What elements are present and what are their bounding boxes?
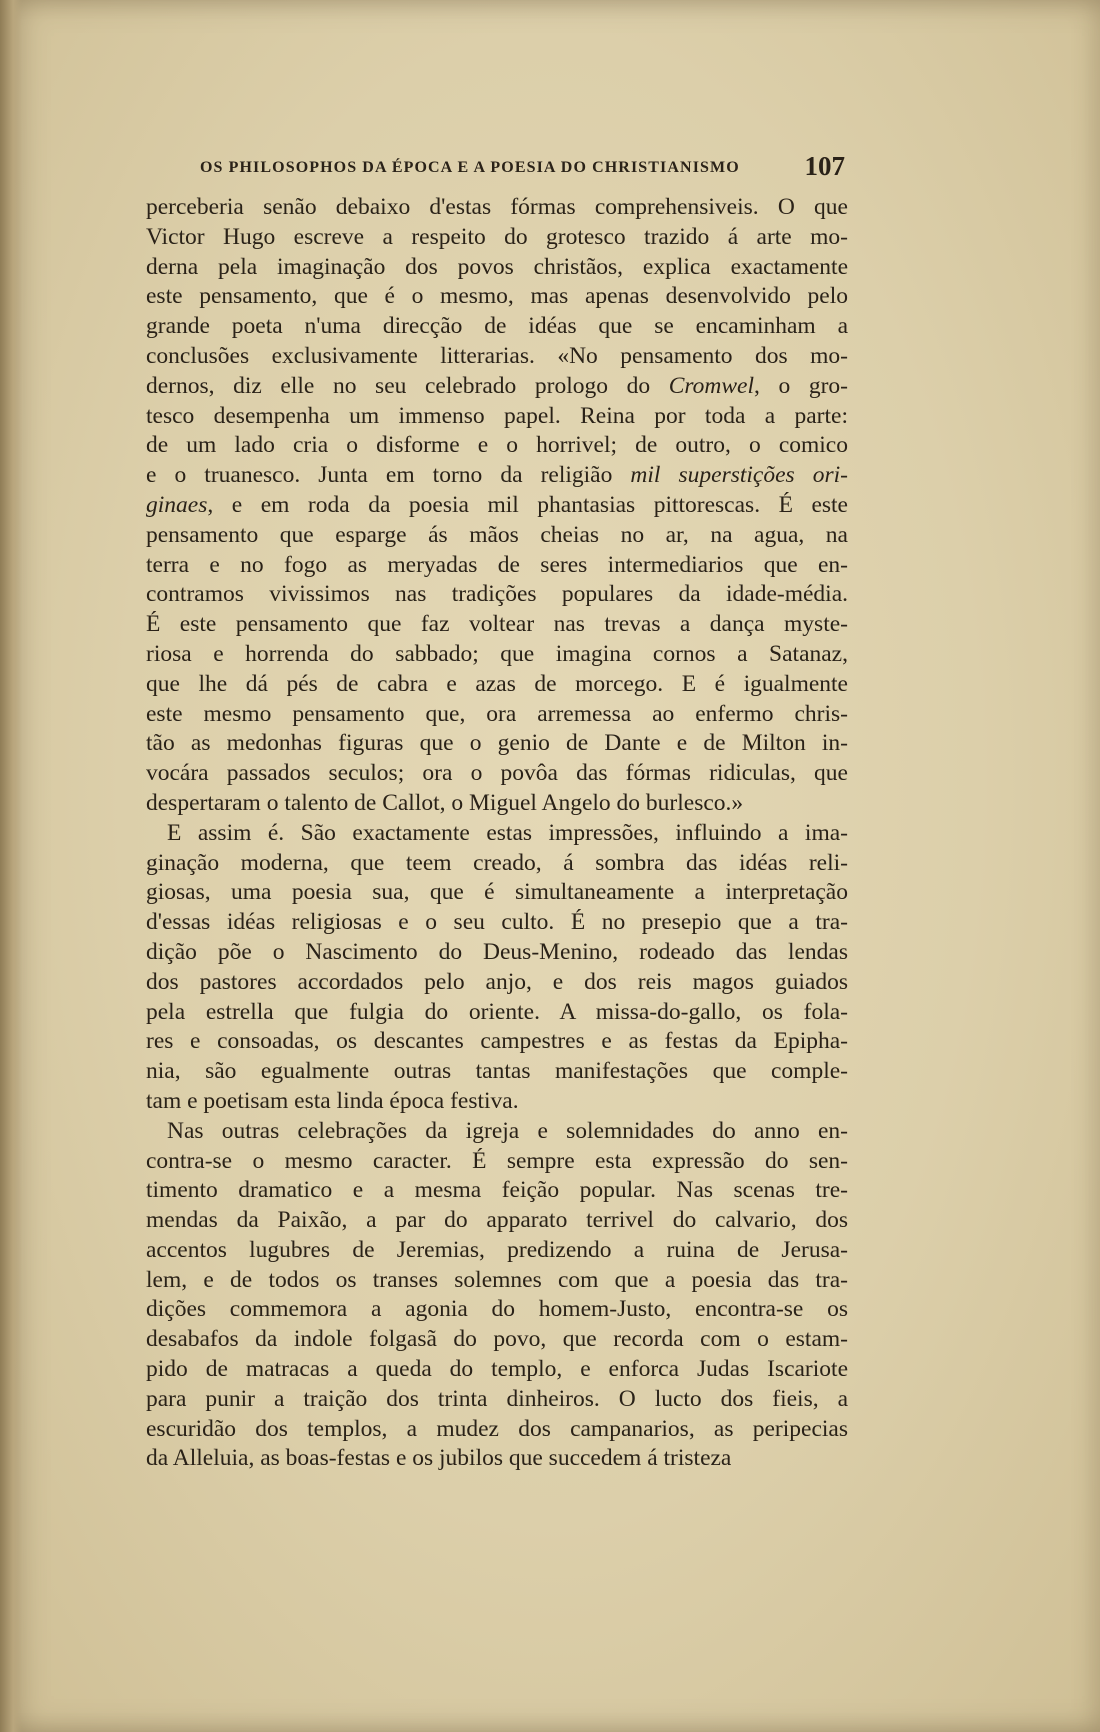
text-line: riosa e horrenda do sabbado; que imagina cornos a Satanaz, — [146, 640, 848, 667]
text-line: dição põe o Nascimento do Deus-Menino, rodeado das lendas — [146, 938, 848, 965]
text-line: perceberia senão debaixo d'estas fórmas comprehensiveis. O que — [146, 194, 848, 220]
text-line: conclusões exclusivamente litterarias. «No pensamento dos mo- — [146, 342, 848, 369]
text-line: d'essas idéas religiosas e o seu culto. É no presepio que a tra- — [146, 909, 848, 936]
body-text — [146, 193, 848, 1474]
text-line: timento dramatico e a mesma feição popular. Nas scenas tre- — [146, 1177, 848, 1204]
running-header — [200, 151, 850, 183]
text-line: nia, são egualmente outras tantas manifestações que comple- — [146, 1058, 848, 1085]
page-spine-shadow — [0, 0, 22, 1732]
text-line: lem, e de todos os transes solemnes com que a poesia das tra- — [146, 1266, 848, 1293]
text-line: mendas da Paixão, a par do apparato terrivel do calvario, dos — [146, 1207, 848, 1234]
page-number: 107 — [804, 151, 845, 181]
text-line: ginaes, e em roda da poesia mil phantasias pittorescas. É este — [146, 491, 848, 518]
text-line: grande poeta n'uma direcção de idéas que se encaminham a — [146, 313, 848, 340]
text-line: tão as medonhas figuras que o genio de Dante e de Milton in- — [146, 730, 848, 757]
text-line: accentos lugubres de Jeremias, predizendo a ruina de Jerusa- — [146, 1236, 848, 1263]
text-line: pensamento que esparge ás mãos cheias no ar, na agua, na — [146, 521, 848, 548]
text-line: despertaram o talento de Callot, o Miguel Angelo do burlesco.» — [146, 789, 744, 816]
text-line: para punir a traição dos trinta dinheiros. O lucto dos fieis, a — [146, 1385, 848, 1412]
running-title: OS PHILOSOPHOS DA ÉPOCA E A POESIA DO CHRISTIANISMO — [200, 159, 740, 176]
text-line: escuridão dos templos, a mudez dos campanarios, as peripecias — [146, 1415, 848, 1442]
text-line: giosas, uma poesia sua, que é simultaneamente a interpretação — [146, 879, 848, 906]
text-line: da Alleluia, as boas-festas e os jubilos que succedem á tristeza — [146, 1445, 732, 1472]
text-line: dos pastores accordados pelo anjo, e dos reis magos guiados — [146, 968, 848, 995]
text-line: e o truanesco. Junta em torno da religião mil superstições ori- — [146, 462, 848, 489]
text-line: desabafos da indole folgasã do povo, que recorda com o estam- — [146, 1326, 848, 1353]
text-line: dições commemora a agonia do homem-Justo, encontra-se os — [146, 1296, 848, 1323]
text-line: terra e no fogo as meryadas de seres intermediarios que en- — [146, 551, 848, 578]
text-line: pido de matracas a queda do templo, e enforca Judas Iscariote — [146, 1356, 848, 1383]
text-line: derna pela imaginação dos povos christãos, explica exactamente — [146, 253, 848, 280]
text-line: tam e poetisam esta linda época festiva. — [146, 1087, 519, 1114]
text-line: dernos, diz elle no seu celebrado prologo do Cromwel, o gro- — [146, 372, 848, 399]
text-line: E assim é. São exactamente estas impressões, influindo a ima- — [167, 819, 848, 846]
text-line: que lhe dá pés de cabra e azas de morcego. E é igualmente — [146, 670, 848, 697]
text-line: vocára passados seculos; ora o povôa das fórmas ridiculas, que — [146, 760, 848, 787]
text-line: tesco desempenha um immenso papel. Reina por toda a parte: — [146, 402, 848, 429]
text-line: É este pensamento que faz voltear nas trevas a dança myste- — [146, 611, 848, 638]
text-line: contra-se o mesmo caracter. É sempre esta expressão do sen- — [146, 1147, 848, 1174]
text-line: contramos vivissimos nas tradições populares da idade-média. — [146, 581, 848, 608]
text-line: ginação moderna, que teem creado, á sombra das idéas reli- — [146, 849, 848, 876]
text-line: este mesmo pensamento que, ora arremessa ao enfermo chris- — [146, 700, 848, 727]
text-line: Victor Hugo escreve a respeito do grotesco trazido á arte mo- — [146, 223, 848, 250]
text-line: de um lado cria o disforme e o horrivel; de outro, o comico — [146, 432, 848, 459]
text-line: Nas outras celebrações da igreja e solemnidades do anno en- — [167, 1117, 848, 1144]
text-line: res e consoadas, os descantes campestres e as festas da Epipha- — [146, 1028, 848, 1055]
text-line: pela estrella que fulgia do oriente. A missa-do-gallo, os fola- — [146, 998, 848, 1025]
text-line: este pensamento, que é o mesmo, mas apenas desenvolvido pelo — [146, 283, 848, 310]
